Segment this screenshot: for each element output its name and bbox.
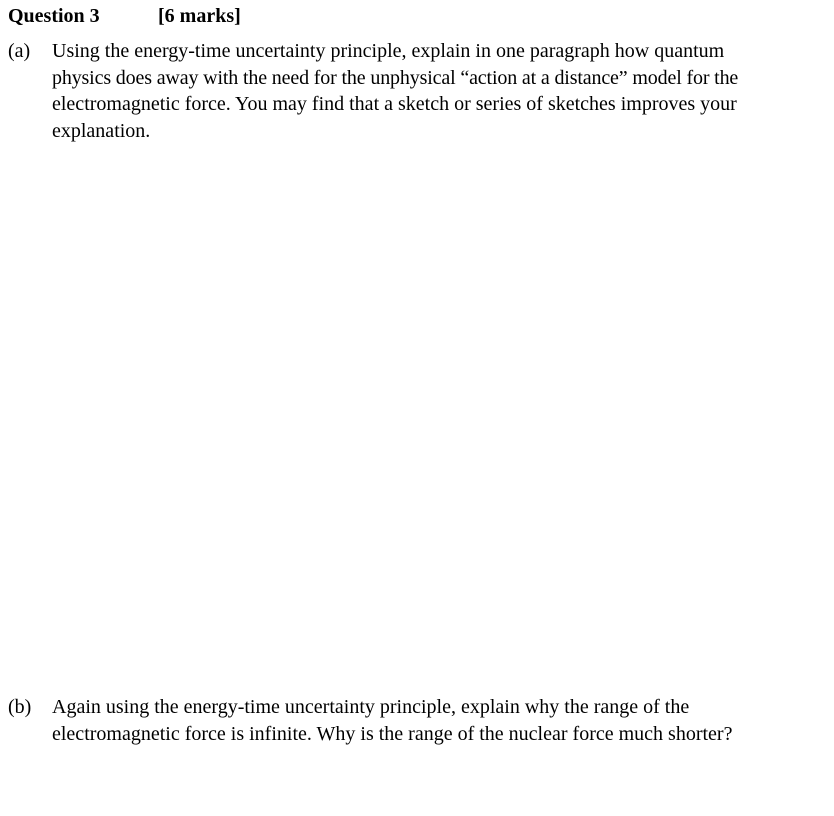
part-a-label: (a) (8, 40, 31, 62)
part-a-line: physics does away with the need for the unphysical “action at a distance” model for the (52, 66, 739, 89)
part-b-line: Again using the energy-time uncertainty principle, explain why the range of the (52, 696, 690, 718)
part-a-line: electromagnetic force. You may find that a sketch or series of sketches improves your (52, 93, 737, 115)
part-b (8, 694, 834, 747)
part-a (8, 38, 834, 144)
part-a-line: explanation. (52, 119, 151, 142)
question-header (8, 4, 241, 28)
part-b-line: electromagnetic force is infinite. Why is the range of the nuclear force much shorter? (52, 722, 733, 745)
part-a-text (52, 38, 834, 144)
part-b-text (52, 694, 834, 747)
question-title: Question 3 (8, 5, 100, 27)
part-a-line: Using the energy-time uncertainty principle, explain in one paragraph how quantum (52, 40, 725, 62)
marks-label: [6 marks] (158, 5, 241, 27)
part-b-label: (b) (8, 696, 32, 718)
